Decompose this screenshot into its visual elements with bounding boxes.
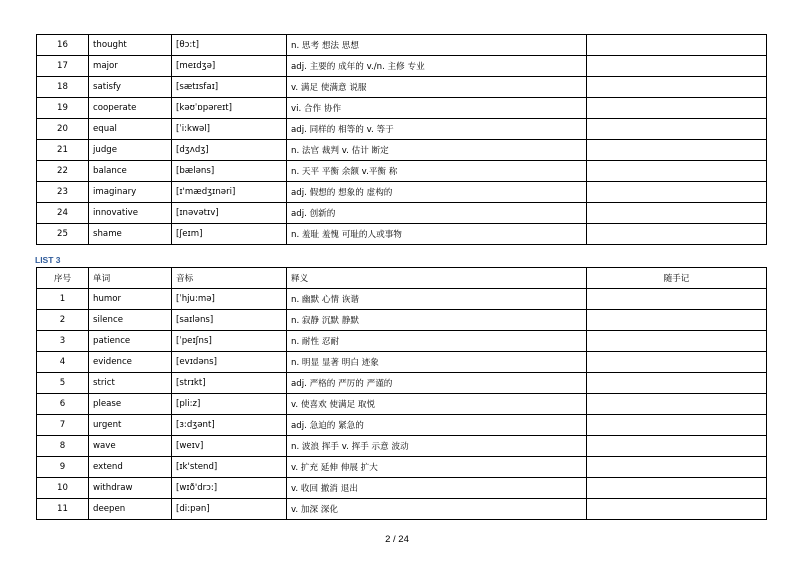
list3-header-row	[37, 268, 767, 289]
row-note-cell	[587, 98, 767, 119]
row-phonetic: [ɜ:dʒənt]	[172, 415, 287, 436]
row-definition: adj. 急迫的 紧急的	[287, 415, 587, 436]
row-number: 24	[37, 203, 89, 224]
row-note-cell	[587, 310, 767, 331]
table-row	[37, 119, 767, 140]
row-phonetic: [dʒʌdʒ]	[172, 140, 287, 161]
row-word: judge	[89, 140, 172, 161]
table-row	[37, 457, 767, 478]
row-note-cell	[587, 415, 767, 436]
table-row	[37, 35, 767, 56]
row-number: 17	[37, 56, 89, 77]
row-number: 1	[37, 289, 89, 310]
row-phonetic: [di:pən]	[172, 499, 287, 520]
table-row	[37, 161, 767, 182]
row-word: balance	[89, 161, 172, 182]
table-row	[37, 98, 767, 119]
table-row	[37, 203, 767, 224]
row-definition: adj. 创新的	[287, 203, 587, 224]
row-definition: v. 扩充 延伸 伸展 扩大	[287, 457, 587, 478]
row-note-cell	[587, 203, 767, 224]
row-definition: v. 使喜欢 使满足 取悦	[287, 394, 587, 415]
row-phonetic: [ˈpeɪʃns]	[172, 331, 287, 352]
header-phonetic: 音标	[172, 268, 287, 289]
row-word: imaginary	[89, 182, 172, 203]
table-row	[37, 182, 767, 203]
row-word: wave	[89, 436, 172, 457]
row-number: 6	[37, 394, 89, 415]
list3-title: LIST 3	[35, 255, 61, 265]
row-note-cell	[587, 140, 767, 161]
row-note-cell	[587, 478, 767, 499]
row-definition: adj. 假想的 想象的 虚构的	[287, 182, 587, 203]
row-note-cell	[587, 77, 767, 98]
table-row	[37, 499, 767, 520]
row-note-cell	[587, 331, 767, 352]
row-phonetic: [ˈi:kwəl]	[172, 119, 287, 140]
row-note-cell	[587, 161, 767, 182]
row-definition: adj. 严格的 严厉的 严谨的	[287, 373, 587, 394]
row-word: major	[89, 56, 172, 77]
row-definition: adj. 主要的 成年的 v./n. 主修 专业	[287, 56, 587, 77]
row-definition: n. 明显 显著 明白 迹象	[287, 352, 587, 373]
row-number: 5	[37, 373, 89, 394]
row-definition: n. 波浪 挥手 v. 挥手 示意 波动	[287, 436, 587, 457]
row-definition: n. 寂静 沉默 静默	[287, 310, 587, 331]
row-number: 25	[37, 224, 89, 245]
row-phonetic: [meɪdʒə]	[172, 56, 287, 77]
list3-table	[36, 267, 767, 520]
row-word: shame	[89, 224, 172, 245]
row-note-cell	[587, 289, 767, 310]
row-number: 19	[37, 98, 89, 119]
list2-table-body	[37, 35, 767, 245]
row-phonetic: [bæləns]	[172, 161, 287, 182]
row-note-cell	[587, 35, 767, 56]
row-definition: v. 加深 深化	[287, 499, 587, 520]
table-row	[37, 77, 767, 98]
row-word: cooperate	[89, 98, 172, 119]
table-row	[37, 394, 767, 415]
row-phonetic: [sætɪsfaɪ]	[172, 77, 287, 98]
row-phonetic: [kəʊˈɒpəreɪt]	[172, 98, 287, 119]
row-word: satisfy	[89, 77, 172, 98]
row-number: 3	[37, 331, 89, 352]
row-note-cell	[587, 457, 767, 478]
row-number: 9	[37, 457, 89, 478]
row-phonetic: [ʃeɪm]	[172, 224, 287, 245]
table-row	[37, 310, 767, 331]
row-definition: adj. 同样的 相等的 v. 等于	[287, 119, 587, 140]
header-definition: 释义	[287, 268, 587, 289]
row-number: 22	[37, 161, 89, 182]
row-definition: n. 思考 想法 思想	[287, 35, 587, 56]
row-word: please	[89, 394, 172, 415]
row-definition: n. 法官 裁判 v. 估计 断定	[287, 140, 587, 161]
table-row	[37, 415, 767, 436]
row-definition: n. 耐性 忍耐	[287, 331, 587, 352]
row-number: 16	[37, 35, 89, 56]
header-number: 序号	[37, 268, 89, 289]
row-word: patience	[89, 331, 172, 352]
row-word: urgent	[89, 415, 172, 436]
row-number: 21	[37, 140, 89, 161]
row-note-cell	[587, 56, 767, 77]
table-row	[37, 478, 767, 499]
table-row	[37, 436, 767, 457]
row-phonetic: [ɪ'mædʒɪnəri]	[172, 182, 287, 203]
row-phonetic: [ɪk'stend]	[172, 457, 287, 478]
row-note-cell	[587, 436, 767, 457]
row-phonetic: [evɪdəns]	[172, 352, 287, 373]
row-definition: vi. 合作 协作	[287, 98, 587, 119]
row-note-cell	[587, 499, 767, 520]
row-definition: n. 天平 平衡 余额 v.平衡 称	[287, 161, 587, 182]
row-word: deepen	[89, 499, 172, 520]
row-number: 11	[37, 499, 89, 520]
list3-table-body	[37, 289, 767, 520]
row-number: 4	[37, 352, 89, 373]
header-word: 单词	[89, 268, 172, 289]
row-note-cell	[587, 119, 767, 140]
row-number: 20	[37, 119, 89, 140]
row-note-cell	[587, 394, 767, 415]
row-phonetic: [weɪv]	[172, 436, 287, 457]
list2-table	[36, 34, 767, 245]
row-word: equal	[89, 119, 172, 140]
row-word: silence	[89, 310, 172, 331]
table-row	[37, 56, 767, 77]
page-number: 2 / 24	[385, 534, 409, 545]
row-word: extend	[89, 457, 172, 478]
row-number: 23	[37, 182, 89, 203]
row-phonetic: [ɪnəvətɪv]	[172, 203, 287, 224]
header-notes: 随手记	[587, 268, 767, 289]
row-phonetic: [ˈhju:mə]	[172, 289, 287, 310]
table-row	[37, 373, 767, 394]
table-row	[37, 224, 767, 245]
row-note-cell	[587, 373, 767, 394]
row-number: 2	[37, 310, 89, 331]
row-phonetic: [strɪkt]	[172, 373, 287, 394]
row-definition: v. 收回 撤消 退出	[287, 478, 587, 499]
row-phonetic: [θɔ:t]	[172, 35, 287, 56]
table-row	[37, 140, 767, 161]
row-number: 8	[37, 436, 89, 457]
row-note-cell	[587, 182, 767, 203]
row-word: innovative	[89, 203, 172, 224]
row-definition: n. 羞耻 羞愧 可耻的人或事物	[287, 224, 587, 245]
row-phonetic: [saɪləns]	[172, 310, 287, 331]
row-phonetic: [pli:z]	[172, 394, 287, 415]
row-note-cell	[587, 224, 767, 245]
row-definition: n. 幽默 心情 诙谐	[287, 289, 587, 310]
table-row	[37, 289, 767, 310]
row-word: evidence	[89, 352, 172, 373]
table-row	[37, 352, 767, 373]
row-word: strict	[89, 373, 172, 394]
row-number: 7	[37, 415, 89, 436]
row-number: 10	[37, 478, 89, 499]
table-row	[37, 331, 767, 352]
row-phonetic: [wɪð'drɔ:]	[172, 478, 287, 499]
row-note-cell	[587, 352, 767, 373]
row-word: humor	[89, 289, 172, 310]
row-number: 18	[37, 77, 89, 98]
row-definition: v. 满足 使满意 说服	[287, 77, 587, 98]
row-word: thought	[89, 35, 172, 56]
row-word: withdraw	[89, 478, 172, 499]
